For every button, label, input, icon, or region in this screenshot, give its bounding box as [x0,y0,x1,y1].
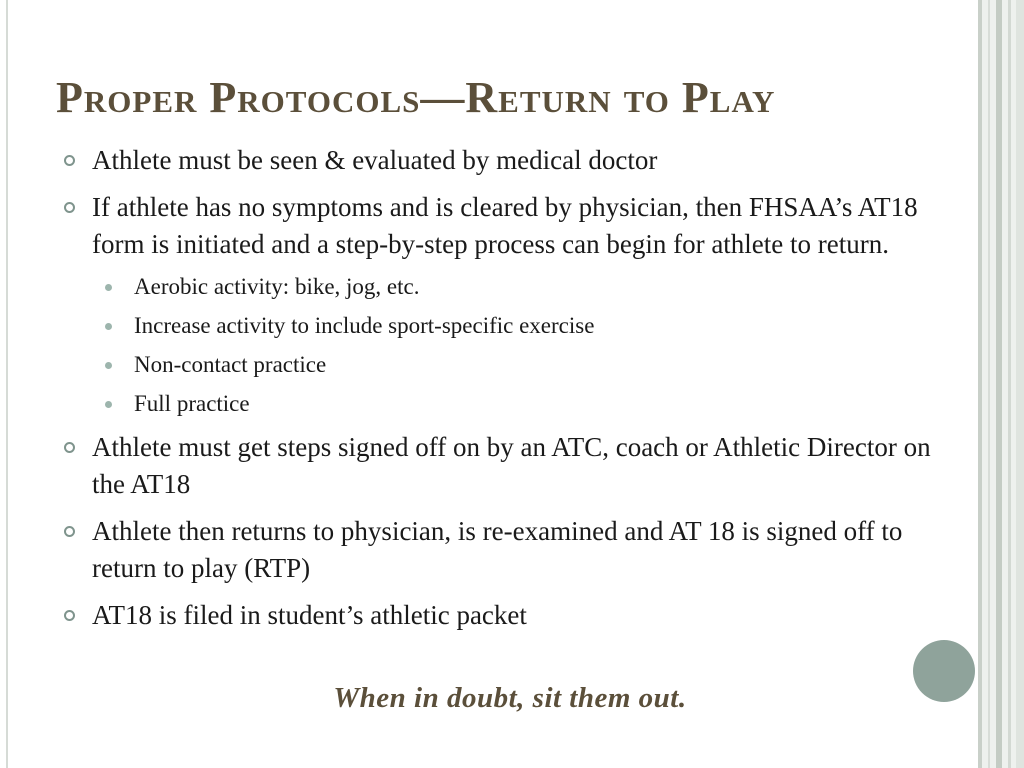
stripe [1008,0,1011,768]
bullet-item [60,513,940,587]
stripe [1016,0,1024,768]
sub-bullet-text: Aerobic activity: bike, jog, etc. [134,274,420,299]
sub-bullet-item [60,273,940,301]
sub-bullet-item [60,312,940,340]
dot-bullet-icon [105,362,112,369]
dot-bullet-icon [105,323,112,330]
right-decorative-stripes [978,0,1024,768]
bullet-item [60,429,940,503]
dot-bullet-icon [105,284,112,291]
closing-statement: When in doubt, sit them out. [333,682,687,714]
left-border-line [6,0,8,768]
sub-bullet-text: Non-contact practice [134,352,327,377]
sub-bullet-item [60,390,940,418]
sub-bullet-text: Full practice [134,391,250,416]
bullet-item [60,142,940,179]
sub-bullet-text: Increase activity to include sport-specific exercise [134,313,595,338]
sub-bullet-item [60,351,940,379]
stripe [988,0,990,768]
ring-bullet-icon [64,526,75,537]
slide-title: Proper Protocols—Return to Play [56,73,776,122]
stripe [978,0,982,768]
bullet-text: Athlete then returns to physician, is re-examined and AT 18 is signed off to return to play (RTP) [92,516,903,583]
ring-bullet-icon [64,202,75,213]
bullet-item [60,597,940,634]
sub-bullet-list [60,273,940,418]
bullet-text: AT18 is filed in student’s athletic packet [92,600,527,630]
ring-bullet-icon [64,155,75,166]
bullet-text: If athlete has no symptoms and is cleared by physician, then FHSAA’s AT18 form is initiated and a step-by-step process can begin for athlete to return. [92,192,918,259]
bullet-item [60,189,940,263]
bullet-list [60,142,940,644]
ring-bullet-icon [64,442,75,453]
ring-bullet-icon [64,610,75,621]
bullet-text: Athlete must get steps signed off on by an ATC, coach or Athletic Director on the AT18 [92,432,931,499]
dot-bullet-icon [105,401,112,408]
bullet-text: Athlete must be seen & evaluated by medical doctor [92,145,658,175]
stripe [996,0,1002,768]
